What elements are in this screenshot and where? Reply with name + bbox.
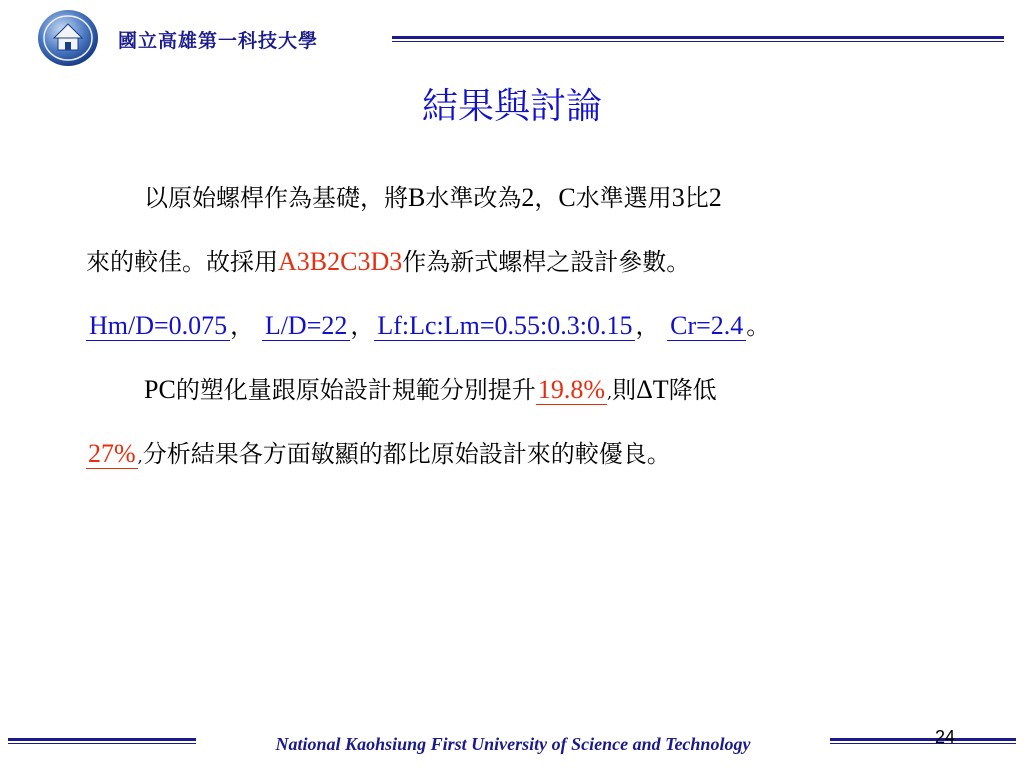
param-cr: Cr=2.4: [667, 311, 746, 341]
slide-body: [86, 166, 976, 486]
text-run: 3: [671, 183, 685, 212]
text-run: 水準選用: [575, 184, 672, 212]
text-run: ，: [350, 312, 375, 340]
para1-line2: [86, 230, 976, 294]
text-run: C: [558, 183, 576, 212]
param-hm-d: Hm/D=0.075: [86, 311, 230, 341]
text-run: 作為新式螺桿之設計參數。: [402, 248, 691, 276]
text-run: PC: [144, 375, 176, 404]
param-lf-lc-lm: Lf:Lc:Lm=0.55:0.3:0.15: [374, 311, 635, 341]
text-run: 則: [612, 376, 637, 404]
footer-divider-right: [830, 738, 1016, 746]
footer-divider-left: [8, 738, 196, 746]
footer-university-name: National Kaohsiung First University of Science and Technology: [275, 734, 751, 754]
text-run: 以原始螺桿作為基礎，將: [144, 184, 408, 212]
para1-line3: [86, 294, 976, 358]
text-run: ,: [606, 383, 613, 402]
text-run: 2: [521, 183, 535, 212]
text-run: 降低: [668, 376, 717, 404]
school-name: 國立高雄第一科技大學: [118, 30, 319, 52]
text-run: 的塑化量跟原始設計規範分別提升: [175, 376, 536, 404]
text-run: ΔT: [636, 375, 669, 404]
university-logo-icon: [36, 8, 100, 68]
text-run: ，: [534, 184, 559, 212]
text-run: 水準改為: [425, 184, 522, 212]
text-run: 來的較佳。故採用: [86, 248, 278, 276]
text-run: 分析結果各方面敏顯的都比原始設計來的較優良。: [142, 440, 671, 468]
page-number: 24: [935, 727, 956, 747]
text-run: 2: [708, 183, 722, 212]
text-run: 比: [684, 184, 709, 212]
text-run: ,: [137, 447, 143, 466]
text-run: B: [408, 183, 426, 212]
pct-plasticizing-increase: 19.8%: [537, 375, 605, 404]
text-run: ，: [230, 312, 255, 340]
text-run: ，: [635, 312, 660, 340]
para1-line1: [86, 166, 976, 230]
header-divider: [392, 36, 1004, 44]
pct-temperature-reduction: 27%: [88, 439, 136, 468]
param-l-d: L/D=22: [262, 311, 351, 341]
design-code: A3B2C3D3: [278, 247, 403, 276]
para2-line1: [86, 358, 976, 422]
para2-line2: [86, 422, 976, 486]
text-run: 。: [746, 312, 771, 340]
slide-title: 結果與討論: [421, 86, 602, 127]
